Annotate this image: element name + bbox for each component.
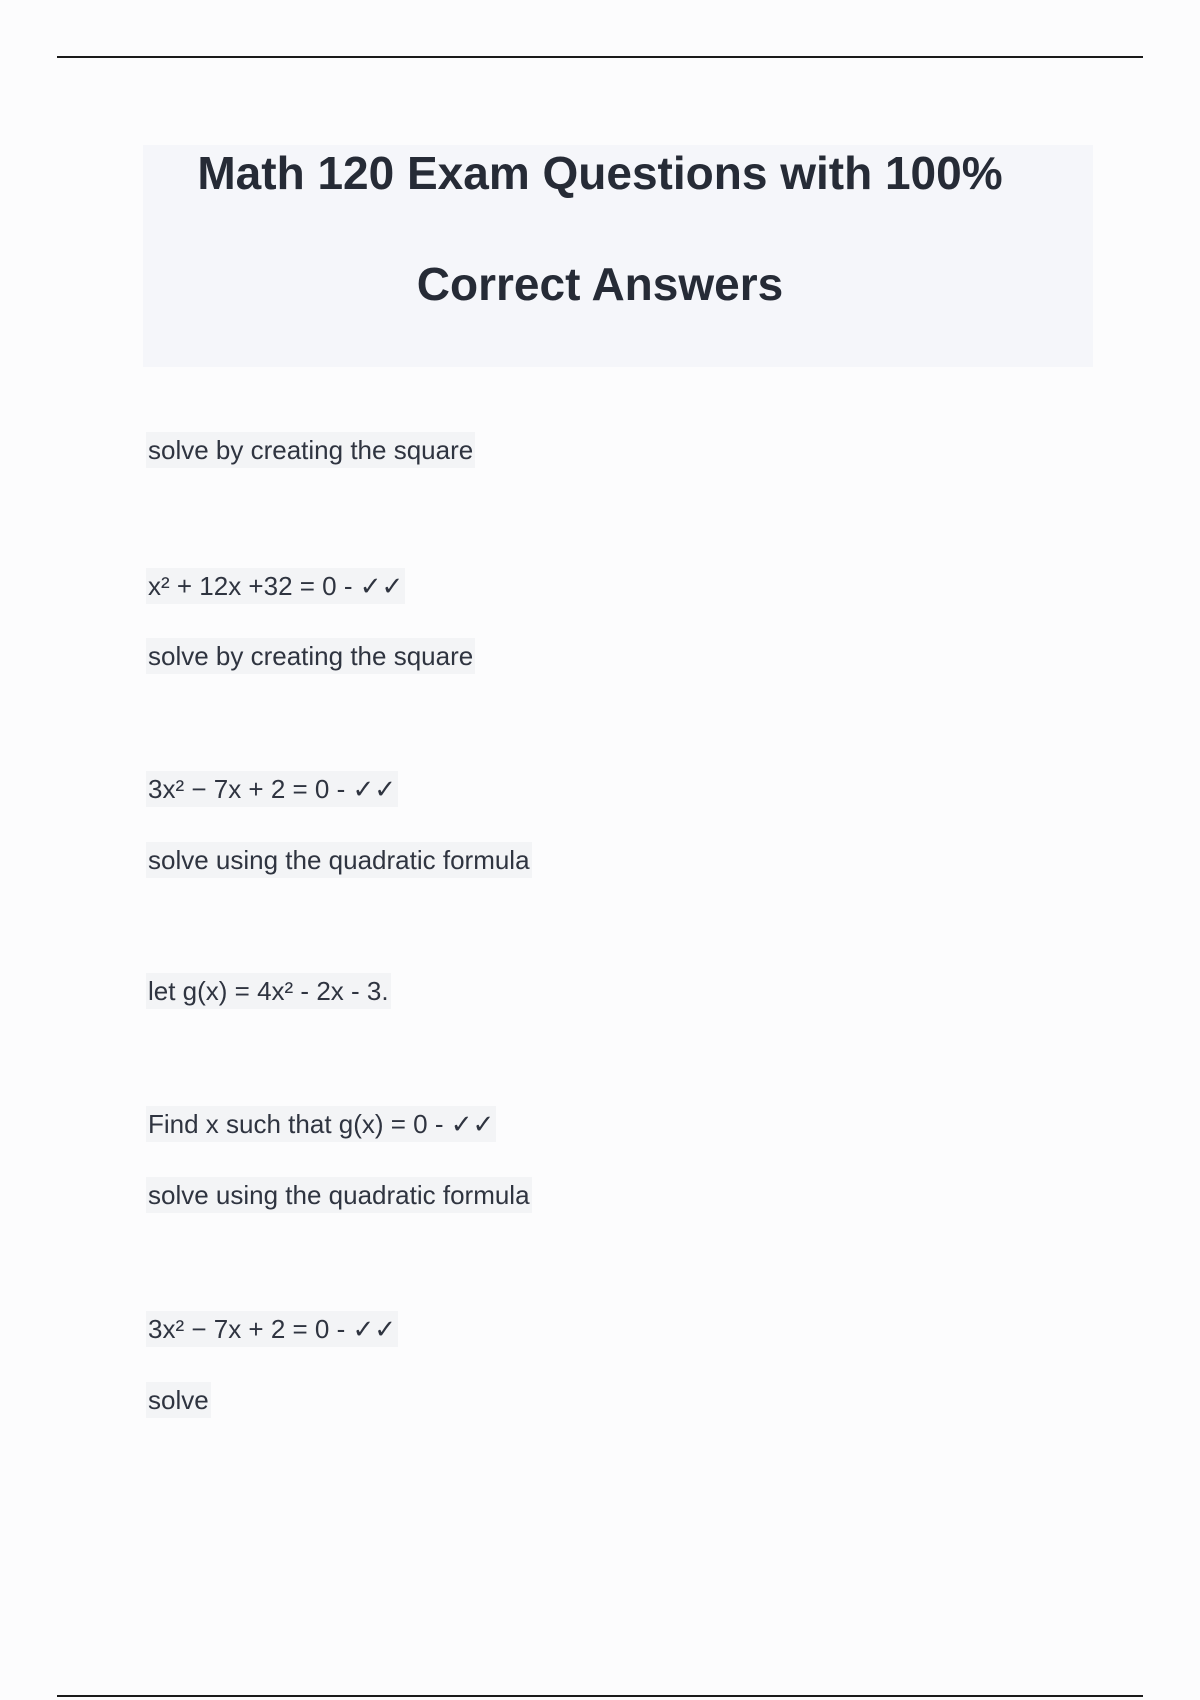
question-text: solve by creating the square [146, 638, 475, 674]
question-text: let g(x) = 4x² - 2x - 3. [146, 973, 391, 1009]
bottom-rule [57, 1695, 1143, 1697]
question-text: solve using the quadratic formula [146, 1177, 532, 1213]
document-title-line-2: Correct Answers [416, 258, 784, 310]
question-text: solve [146, 1382, 211, 1418]
document-title-line-1: Math 120 Exam Questions with 100% [197, 147, 1003, 199]
equation-answer: Find x such that g(x) = 0 - ✓✓ [146, 1106, 496, 1142]
question-text: solve using the quadratic formula [146, 842, 532, 878]
question-text: solve by creating the square [146, 432, 475, 468]
equation-answer: 3x² − 7x + 2 = 0 - ✓✓ [146, 1311, 398, 1347]
equation-answer: x² + 12x +32 = 0 - ✓✓ [146, 568, 405, 604]
top-rule [57, 56, 1143, 58]
equation-answer: 3x² − 7x + 2 = 0 - ✓✓ [146, 771, 398, 807]
